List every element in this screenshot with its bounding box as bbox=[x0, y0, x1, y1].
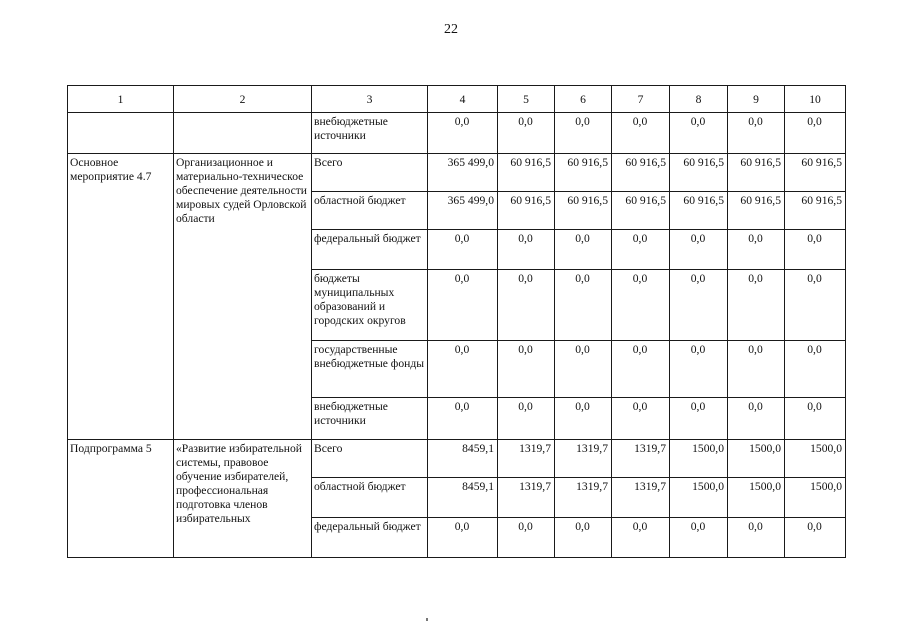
value-cell: 0,0 bbox=[498, 341, 555, 398]
value-cell: 0,0 bbox=[428, 113, 498, 154]
value-cell: 60 916,5 bbox=[498, 192, 555, 230]
value-cell: 0,0 bbox=[428, 230, 498, 270]
value-cell: 0,0 bbox=[670, 113, 728, 154]
header-cell: 4 bbox=[428, 86, 498, 113]
value-cell: 60 916,5 bbox=[612, 192, 670, 230]
measure-name-cell: Организационное и материально-техническое обеспечение деятельности мировых судей Орловской области bbox=[174, 154, 312, 440]
empty-cell bbox=[68, 113, 174, 154]
value-cell: 60 916,5 bbox=[728, 154, 785, 192]
value-cell: 1319,7 bbox=[498, 440, 555, 478]
funding-source-cell: Всего bbox=[312, 154, 428, 192]
header-cell: 6 bbox=[555, 86, 612, 113]
value-cell: 0,0 bbox=[555, 270, 612, 341]
value-cell: 0,0 bbox=[555, 341, 612, 398]
value-cell: 0,0 bbox=[555, 230, 612, 270]
table-row bbox=[68, 440, 846, 478]
header-cell: 5 bbox=[498, 86, 555, 113]
funding-source-cell: Всего bbox=[312, 440, 428, 478]
value-cell: 0,0 bbox=[498, 113, 555, 154]
value-cell: 0,0 bbox=[498, 230, 555, 270]
value-cell: 1500,0 bbox=[728, 440, 785, 478]
table-row bbox=[68, 154, 846, 192]
value-cell: 0,0 bbox=[785, 398, 846, 440]
value-cell: 60 916,5 bbox=[785, 154, 846, 192]
value-cell: 8459,1 bbox=[428, 440, 498, 478]
header-cell: 8 bbox=[670, 86, 728, 113]
funding-source-cell: федеральный бюджет bbox=[312, 518, 428, 558]
value-cell: 1500,0 bbox=[785, 440, 846, 478]
value-cell: 0,0 bbox=[428, 398, 498, 440]
value-cell: 0,0 bbox=[728, 518, 785, 558]
value-cell: 0,0 bbox=[555, 518, 612, 558]
header-row bbox=[68, 86, 846, 113]
value-cell: 0,0 bbox=[728, 113, 785, 154]
funding-source-cell: областной бюджет bbox=[312, 478, 428, 518]
header-cell: 3 bbox=[312, 86, 428, 113]
value-cell: 60 916,5 bbox=[785, 192, 846, 230]
value-cell: 0,0 bbox=[612, 230, 670, 270]
value-cell: 0,0 bbox=[728, 398, 785, 440]
value-cell: 0,0 bbox=[728, 270, 785, 341]
header-cell: 1 bbox=[68, 86, 174, 113]
funding-source-cell: государственные внебюджетные фонды bbox=[312, 341, 428, 398]
value-cell: 0,0 bbox=[670, 398, 728, 440]
value-cell: 60 916,5 bbox=[498, 154, 555, 192]
subprogram-name-cell: «Развитие избирательной системы, правовое обучение избирателей, профессиональная подготовка членов избирательных bbox=[174, 440, 312, 558]
funding-source-cell: бюджеты муниципальных образований и городских округов bbox=[312, 270, 428, 341]
value-cell: 0,0 bbox=[612, 341, 670, 398]
value-cell: 0,0 bbox=[670, 230, 728, 270]
header-cell: 9 bbox=[728, 86, 785, 113]
value-cell: 1500,0 bbox=[670, 478, 728, 518]
value-cell: 1319,7 bbox=[498, 478, 555, 518]
table-row bbox=[68, 113, 846, 154]
value-cell: 1319,7 bbox=[612, 440, 670, 478]
value-cell: 0,0 bbox=[728, 230, 785, 270]
budget-table bbox=[67, 85, 846, 558]
value-cell: 0,0 bbox=[428, 270, 498, 341]
value-cell: 365 499,0 bbox=[428, 154, 498, 192]
value-cell: 1319,7 bbox=[555, 478, 612, 518]
value-cell: 0,0 bbox=[612, 518, 670, 558]
value-cell: 1319,7 bbox=[612, 478, 670, 518]
header-cell: 10 bbox=[785, 86, 846, 113]
value-cell: 60 916,5 bbox=[728, 192, 785, 230]
value-cell: 0,0 bbox=[555, 398, 612, 440]
value-cell: 0,0 bbox=[428, 518, 498, 558]
value-cell: 60 916,5 bbox=[670, 192, 728, 230]
value-cell: 1319,7 bbox=[555, 440, 612, 478]
value-cell: 8459,1 bbox=[428, 478, 498, 518]
value-cell: 0,0 bbox=[498, 518, 555, 558]
header-cell: 7 bbox=[612, 86, 670, 113]
funding-source-cell: внебюджетные источники bbox=[312, 113, 428, 154]
funding-source-cell: внебюджетные источники bbox=[312, 398, 428, 440]
value-cell: 1500,0 bbox=[785, 478, 846, 518]
value-cell: 0,0 bbox=[555, 113, 612, 154]
header-cell: 2 bbox=[174, 86, 312, 113]
empty-cell bbox=[174, 113, 312, 154]
value-cell: 0,0 bbox=[612, 113, 670, 154]
scan-speck bbox=[426, 618, 428, 621]
value-cell: 365 499,0 bbox=[428, 192, 498, 230]
value-cell: 60 916,5 bbox=[670, 154, 728, 192]
value-cell: 0,0 bbox=[498, 398, 555, 440]
value-cell: 60 916,5 bbox=[555, 192, 612, 230]
value-cell: 0,0 bbox=[785, 518, 846, 558]
value-cell: 0,0 bbox=[612, 398, 670, 440]
value-cell: 0,0 bbox=[728, 341, 785, 398]
value-cell: 0,0 bbox=[670, 270, 728, 341]
value-cell: 0,0 bbox=[785, 341, 846, 398]
value-cell: 0,0 bbox=[498, 270, 555, 341]
page-number: 22 bbox=[444, 22, 458, 37]
value-cell: 0,0 bbox=[785, 230, 846, 270]
measure-type-cell: Основное мероприятие 4.7 bbox=[68, 154, 174, 440]
value-cell: 0,0 bbox=[612, 270, 670, 341]
value-cell: 0,0 bbox=[428, 341, 498, 398]
value-cell: 0,0 bbox=[785, 270, 846, 341]
value-cell: 60 916,5 bbox=[612, 154, 670, 192]
value-cell: 1500,0 bbox=[670, 440, 728, 478]
value-cell: 0,0 bbox=[785, 113, 846, 154]
funding-source-cell: федеральный бюджет bbox=[312, 230, 428, 270]
value-cell: 1500,0 bbox=[728, 478, 785, 518]
subprogram-type-cell: Подпрограмма 5 bbox=[68, 440, 174, 558]
funding-source-cell: областной бюджет bbox=[312, 192, 428, 230]
value-cell: 60 916,5 bbox=[555, 154, 612, 192]
table-body bbox=[68, 86, 846, 558]
value-cell: 0,0 bbox=[670, 341, 728, 398]
value-cell: 0,0 bbox=[670, 518, 728, 558]
